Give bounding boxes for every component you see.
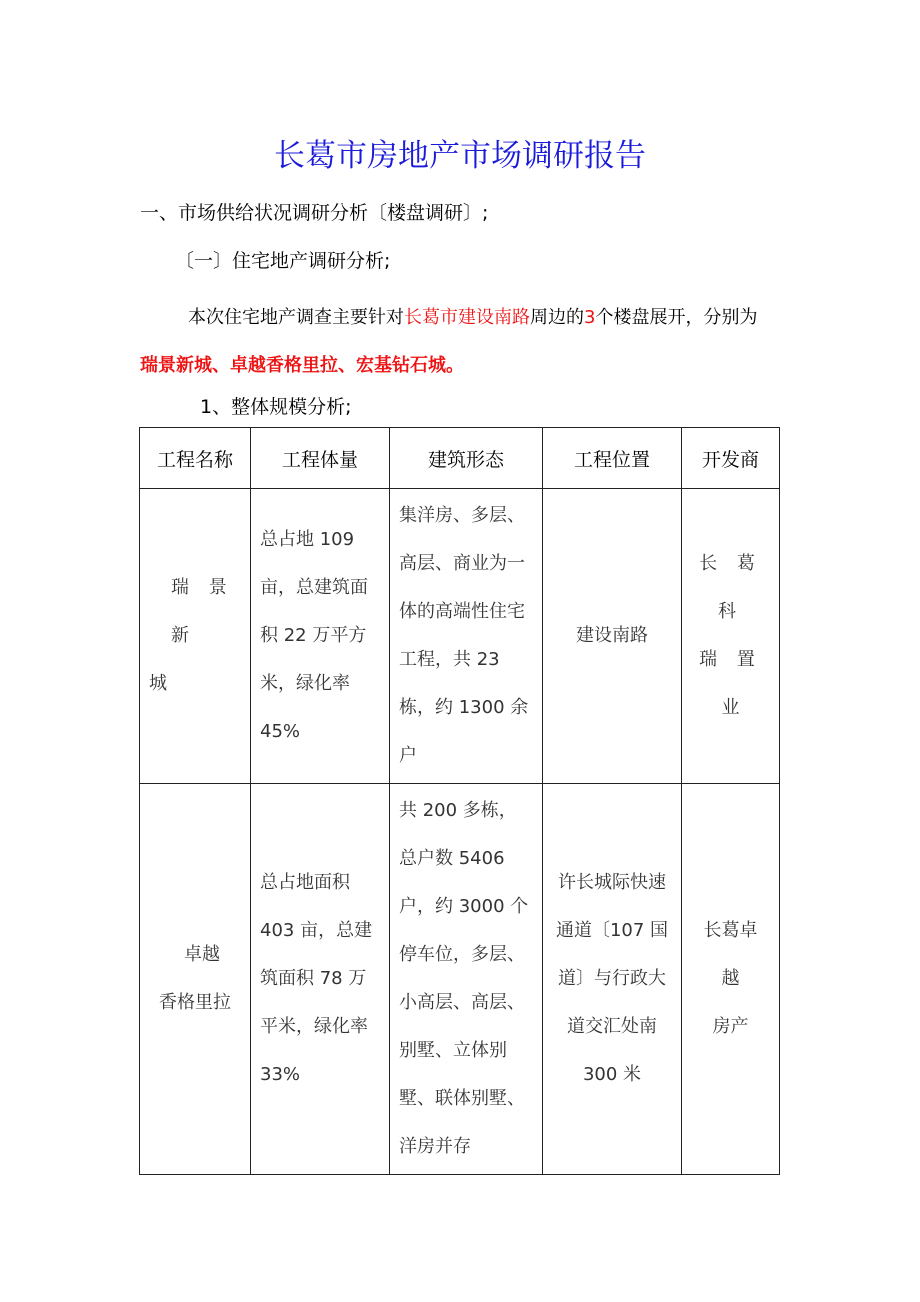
intro-paragraph — [140, 294, 790, 390]
section-heading: 一、市场供给状况调研分析〔楼盘调研〕; — [140, 202, 489, 224]
cell-name — [140, 784, 251, 1175]
cell-volume — [251, 784, 390, 1175]
location-text: 许长城际快速通道〔107 国道〕与行政大道交汇处南 300 米 — [555, 872, 669, 1085]
volume-text: 总占地 109 亩，总建筑面积 22 万平方米，绿化率 45% — [260, 529, 368, 742]
name-line-2: 香格里拉 — [159, 992, 231, 1013]
cell-location — [543, 784, 682, 1175]
dev-line-3: 业 — [721, 697, 740, 718]
dev-line-1: 长葛卓 — [703, 920, 758, 941]
project-table — [139, 427, 780, 1175]
dev-line-2: 瑞 置 — [699, 649, 762, 670]
subsection-heading: 〔一〕住宅地产调研分析; — [175, 250, 391, 272]
dev-line-3: 房产 — [712, 1016, 749, 1037]
dev-line-1: 长 葛 科 — [699, 553, 762, 622]
table-row — [140, 784, 780, 1175]
name-line-1: 瑞 景 新 — [171, 577, 234, 646]
form-text: 集洋房、多层、高层、商业为一体的高端性住宅工程，共 23 栋，约 1300 余户 — [399, 505, 529, 766]
cell-developer — [682, 784, 780, 1175]
dev-line-2: 越 — [721, 968, 740, 989]
cell-volume — [251, 489, 390, 784]
cell-location — [543, 489, 682, 784]
table-header-row — [140, 428, 780, 489]
cell-developer — [682, 489, 780, 784]
cell-name — [140, 489, 251, 784]
header-name: 工程名称 — [140, 428, 251, 489]
location-text: 建设南路 — [576, 625, 648, 646]
page-title: 长葛市房地产市场调研报告 — [274, 138, 646, 174]
scale-heading: 1、整体规模分析; — [200, 396, 352, 418]
intro-projects: 瑞景新城、卓越香格里拉、宏基钻石城。 — [140, 355, 464, 376]
name-line-1: 卓越 — [184, 944, 220, 965]
intro-text-3: 个楼盘展开，分别为 — [595, 307, 758, 328]
header-developer: 开发商 — [682, 428, 780, 489]
intro-road: 长葛市建设南路 — [404, 307, 530, 328]
intro-text-2: 周边的 — [530, 307, 584, 328]
cell-form — [390, 784, 543, 1175]
form-text: 共 200 多栋，总户数 5406 户，约 3000 个停车位，多层、小高层、高层、别墅、立体别墅、联体别墅、洋房并存 — [399, 800, 529, 1157]
table-row — [140, 489, 780, 784]
header-form: 建筑形态 — [390, 428, 543, 489]
cell-form — [390, 489, 543, 784]
volume-text: 总占地面积 403 亩，总建筑面积 78 万平米，绿化率 33% — [260, 872, 373, 1085]
intro-count: 3 — [584, 307, 596, 328]
header-location: 工程位置 — [543, 428, 682, 489]
intro-text-1: 本次住宅地产调查主要针对 — [188, 307, 404, 328]
name-line-2: 城 — [149, 673, 167, 694]
header-volume: 工程体量 — [251, 428, 390, 489]
